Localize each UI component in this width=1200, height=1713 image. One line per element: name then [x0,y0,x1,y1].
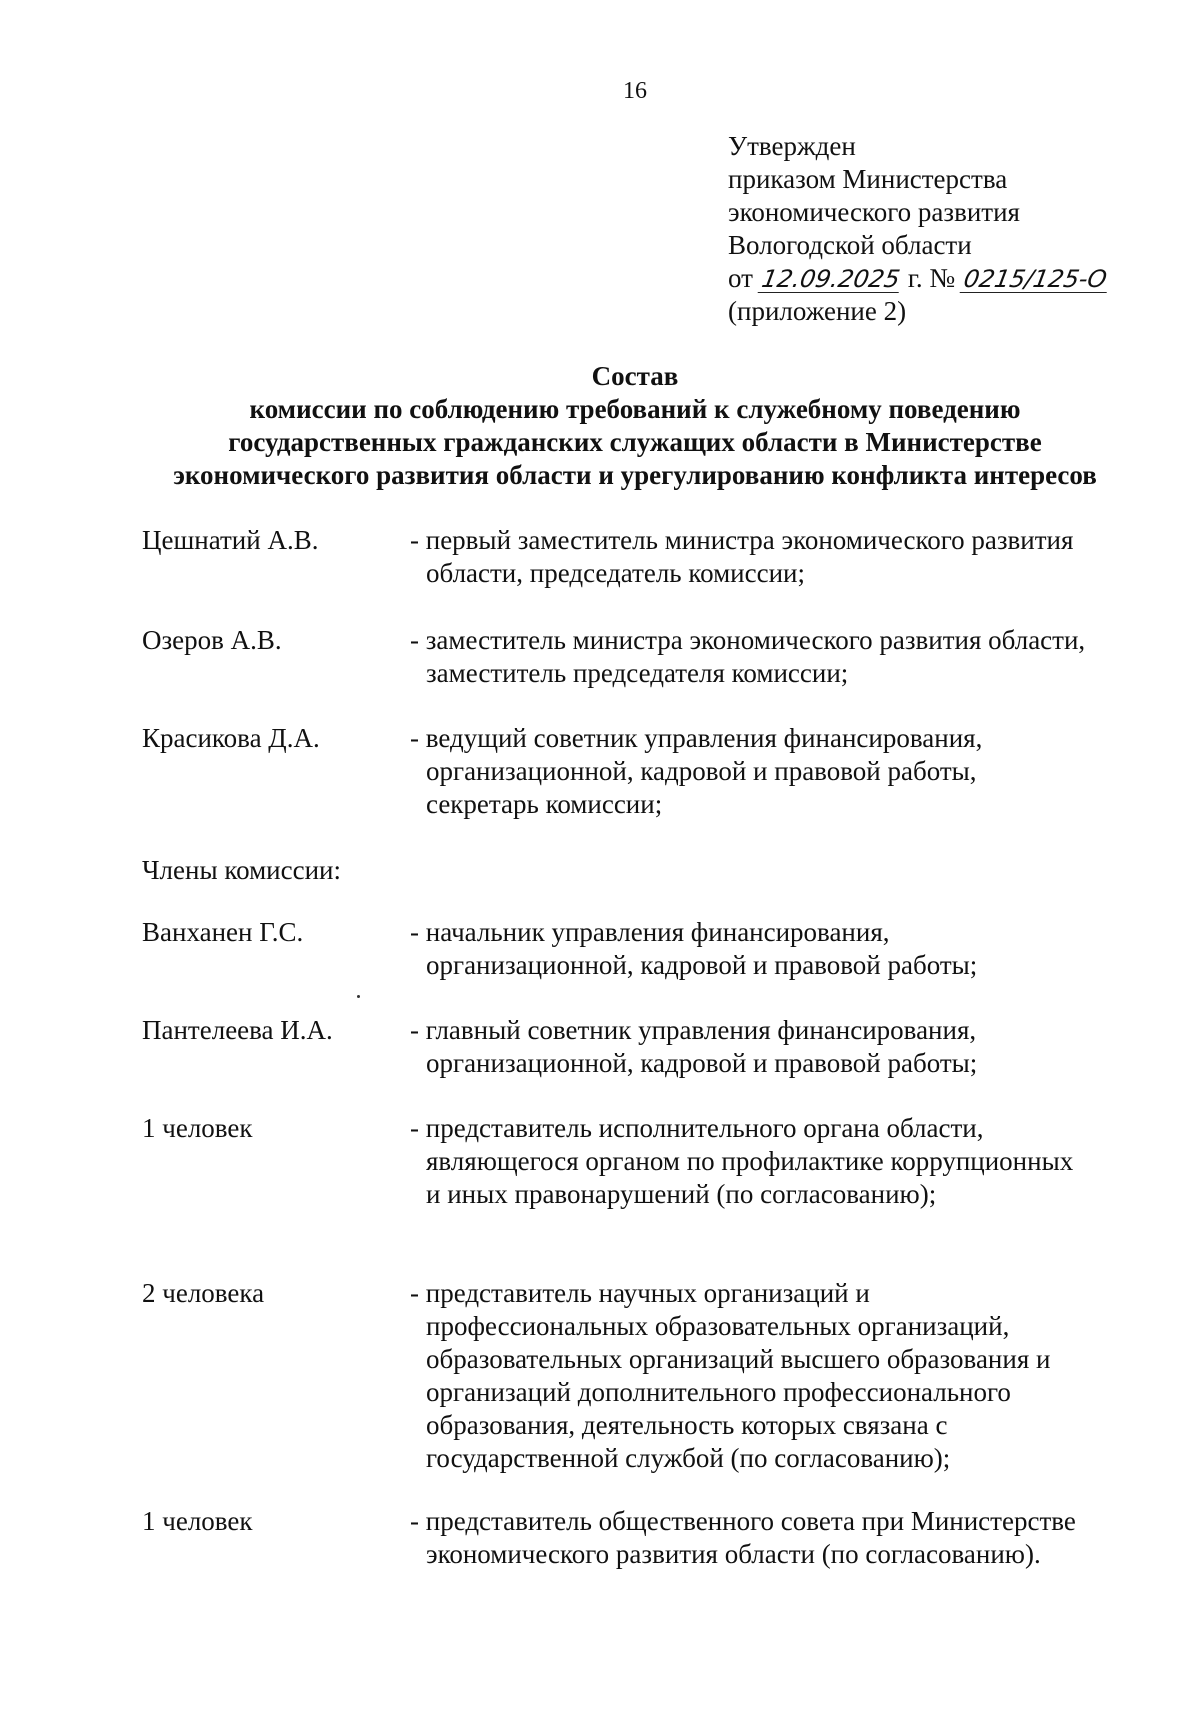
member-name: 2 человека [142,1278,265,1308]
document-title [0,360,1200,492]
member-name: 1 человек [142,1113,253,1143]
title-line: комиссии по соблюдению требований к служебному поведению [249,394,1021,424]
approval-number-label: г. № [907,263,956,293]
member-name: Пантелеева И.А. [142,1015,333,1045]
approval-block [728,130,1108,328]
member-role: - заместитель министра экономического развития области, заместитель председателя комиссии; [410,625,1086,688]
approval-line: Вологодской области [728,230,972,260]
member-role: - первый заместитель министра экономического развития области, председатель комиссии; [410,525,1074,588]
members-label: Члены комиссии: [142,855,341,885]
member-name: Красикова Д.А. [142,723,320,753]
member-name: Озеров А.В. [142,625,282,655]
member-role: - представитель исполнительного органа области, являющегося органом по профилактике коррупционных и иных правонарушений (по согласованию); [410,1113,1074,1209]
approval-from-label: от [728,263,753,293]
page-number: 16 [623,78,647,104]
member-name: Цешнатий А.В. [142,525,319,555]
member-name: Ванханен Г.С. [142,917,304,947]
approval-line: Утвержден [728,131,856,161]
member-role: - главный советник управления финансирования, организационной, кадровой и правовой работы; [410,1015,978,1078]
approval-line: экономического развития [728,197,1020,227]
member-role: - ведущий советник управления финансирования, организационной, кадровой и правовой работы, секретарь комиссии; [410,723,983,819]
title-heading: Состав [591,361,679,391]
member-role: - представитель научных организаций и профессиональных образовательных организаций, образовательных организаций высшего образования и организаций дополнительного профессионального образования, деятельность которых связана с государственной службой (по согласованию); [410,1278,1051,1473]
title-line: государственных гражданских служащих области в Министерстве [228,427,1042,457]
scan-speck [357,995,360,998]
approval-order-line [728,262,1108,295]
member-role: - представитель общественного совета при Министерстве экономического развития области (по согласованию). [410,1506,1076,1569]
member-name: 1 человек [142,1506,253,1536]
approval-appendix: (приложение 2) [728,296,907,326]
title-line: экономического развития области и урегулированию конфликта интересов [173,460,1097,490]
handwritten-order-number: 0215/125-О [961,265,1110,293]
member-role: - начальник управления финансирования, организационной, кадровой и правовой работы; [410,917,978,980]
approval-line: приказом Министерства [728,164,1008,194]
handwritten-date: 12.09.2025 [759,265,902,293]
